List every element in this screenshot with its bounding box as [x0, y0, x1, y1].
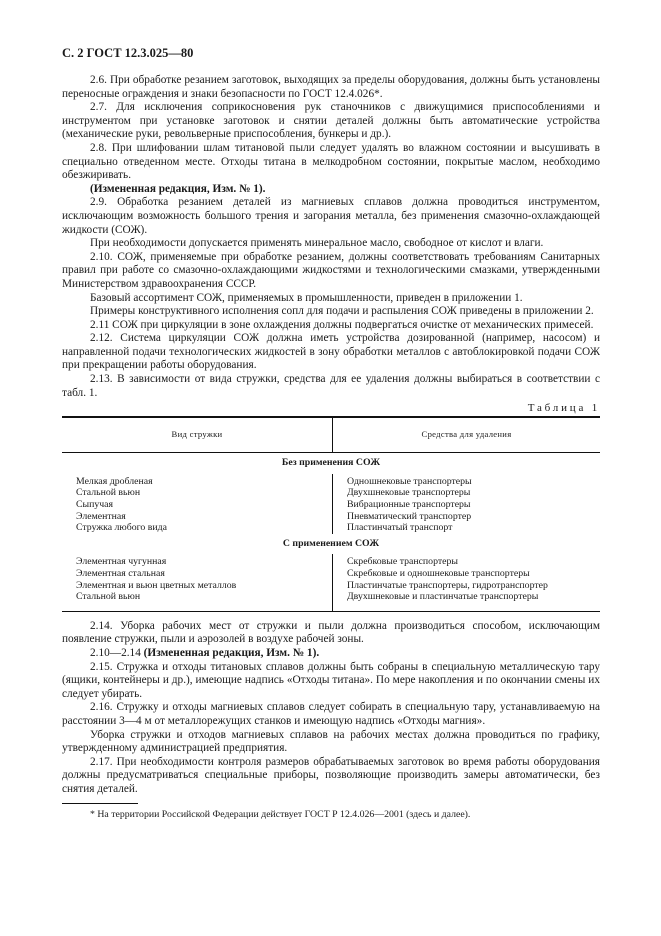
table-cell: Элементная стальная [62, 568, 333, 580]
paragraph-2-7: 2.7. Для исключения соприкосновения рук станочников с движущимися приспособлениями и инструментом при установке заготовок и снятии деталей должны быть автоматические устройства (механические руки, револьверные приспособления, бункеры и др.). [62, 101, 600, 141]
table-cell: Двухшнековые транспортеры [347, 487, 471, 499]
table-header-chip-type: Вид стружки [62, 417, 333, 453]
footnote: * На территории Российской Федерации действует ГОСТ Р 12.4.026—2001 (здесь и далее). [90, 808, 471, 820]
paragraph-2-6: 2.6. При обработке резанием заготовок, выходящих за пределы оборудования, должны быть установлены переносные ограждения и знаки безопасности по ГОСТ 12.4.026*. [62, 74, 600, 100]
amendment-note-2-10-2-14 [62, 647, 600, 661]
table-cell: Скребковые транспортеры [347, 556, 458, 568]
table-cell: Сыпучая [62, 499, 333, 511]
table-cell: Мелкая дробленая [62, 474, 333, 488]
table-row [62, 591, 600, 611]
table-row [62, 522, 600, 534]
paragraph-2-12: 2.12. Система циркуляции СОЖ должна иметь устройства дозированной (например, насосом) и направленной подачи технологических жидкостей в зону обработки металлов с автоблокировкой подачи СОЖ при прекращении работы оборудования. [62, 332, 600, 372]
paragraph-2-9: 2.9. Обработка резанием деталей из магниевых сплавов должна проводиться инструментом, исключающим возможность большого трения и загорания металла, без применения смазочно-охлаждающей жидкости (СОЖ). [62, 196, 600, 236]
table-cell: Элементная чугунная [62, 554, 333, 568]
document-page [62, 46, 600, 821]
table-row [62, 487, 600, 499]
chip-removal-table [62, 416, 600, 612]
amendment-note: (Измененная редакция, Изм. № 1). [90, 182, 266, 195]
table-row [62, 554, 600, 568]
paragraph-2-10: 2.10. СОЖ, применяемые при обработке резанием, должны соответствовать требованиям Санитарных правил при работе со смазочно-охлаждающими жидкостями и технологическими смазками, утвержденными Министерством здравоохранения СССР. [62, 250, 600, 290]
amendment-text: (Измененная редакция, Изм. № 1). [143, 646, 320, 659]
table-cell: Одношнековые транспортеры [347, 475, 472, 487]
paragraph-2-14: 2.14. Уборка рабочих мест от стружки и пыли должна производиться способом, исключающим появление стружки, пыли и аэрозолей в воздухе рабочей зоны. [62, 619, 600, 646]
table-row [62, 511, 600, 523]
paragraph-2-10-appendix-1: Базовый ассортимент СОЖ, применяемых в промышленности, приведен в приложении 1. [90, 291, 523, 304]
table-cell: Пластинчатый транспорт [347, 522, 453, 534]
table-cell: Стружка любого вида [62, 522, 333, 534]
table-row [62, 474, 600, 488]
table-cell: Двухшнековые и пластинчатые транспортеры [333, 591, 601, 611]
paragraph-2-13: 2.13. В зависимости от вида стружки, средства для ее удаления должны выбираться в соответствии с табл. 1. [62, 373, 600, 399]
table-row [62, 499, 600, 511]
table-cell: Стальной вьюн [62, 591, 333, 611]
table-cell: Элементная [62, 511, 333, 523]
page-header: С. 2 ГОСТ 12.3.025—80 [62, 46, 194, 60]
table-cell: Стальной вьюн [62, 487, 333, 499]
footnote-divider [62, 803, 138, 804]
paragraph-2-16-note: Уборка стружки и отходов магниевых сплавов на рабочих местах должна проводиться по графику, утвержденному администрацией предприятия. [62, 728, 600, 755]
table-header-removal-means: Средства для удаления [333, 417, 601, 453]
paragraph-2-17: 2.17. При необходимости контроля размеров обрабатываемых заготовок во время работы оборудования должны предусматриваться специальные приборы, позволяющие производить замеры автоматически, без снятия деталей. [62, 755, 600, 795]
table-cell: Скребковые и одношнековые транспортеры [347, 568, 530, 579]
table-cell: Пневматический транспортер [347, 510, 472, 522]
paragraph-2-15: 2.15. Стружка и отходы титановых сплавов должны быть собраны в специальную металлическую тару (ящики, контейнеры и др.), имеющие надпись «Отходы титана». По мере накопления и по окончании смены их следует убирать. [62, 660, 600, 700]
section-title: Без применения СОЖ [281, 457, 381, 469]
amendment-range: 2.10—2.14 [90, 646, 141, 659]
table-row [62, 568, 600, 580]
paragraph-2-16: 2.16. Стружку и отходы магниевых сплавов следует собирать в специальную тару, устанавливаемую на расстоянии 3—4 м от металлорежущих станков и имеющую надпись «Отходы магния». [62, 701, 600, 727]
paragraph-2-10-appendix-2: Примеры конструктивного исполнения сопл для подачи и распыления СОЖ приведены в приложении 2. [90, 305, 594, 318]
table-cell: Пластинчатые транспортеры, гидротранспортер [347, 579, 548, 591]
table-row [62, 580, 600, 592]
table-cell: Элементная и вьюн цветных металлов [62, 580, 333, 592]
section-title: С применением СОЖ [282, 537, 380, 549]
paragraph-2-11: 2.11 СОЖ при циркуляции в зоне охлаждения должны подвергаться очистке от механических примесей. [90, 318, 594, 331]
table-cell: Вибрационные транспортеры [347, 499, 471, 511]
paragraph-2-8: 2.8. При шлифовании шлам титановой пыли следует удалять во влажном состоянии и высушивать в специально отведенном месте. Отходы титана в мелкодробном состоянии, покрытые маслом, необходимо обезжиривать. [62, 141, 600, 182]
paragraph-2-9-note: При необходимости допускается применять минеральное масло, свободное от кислот и влаги. [90, 237, 544, 250]
table-caption: Таблица 1 [527, 402, 600, 415]
